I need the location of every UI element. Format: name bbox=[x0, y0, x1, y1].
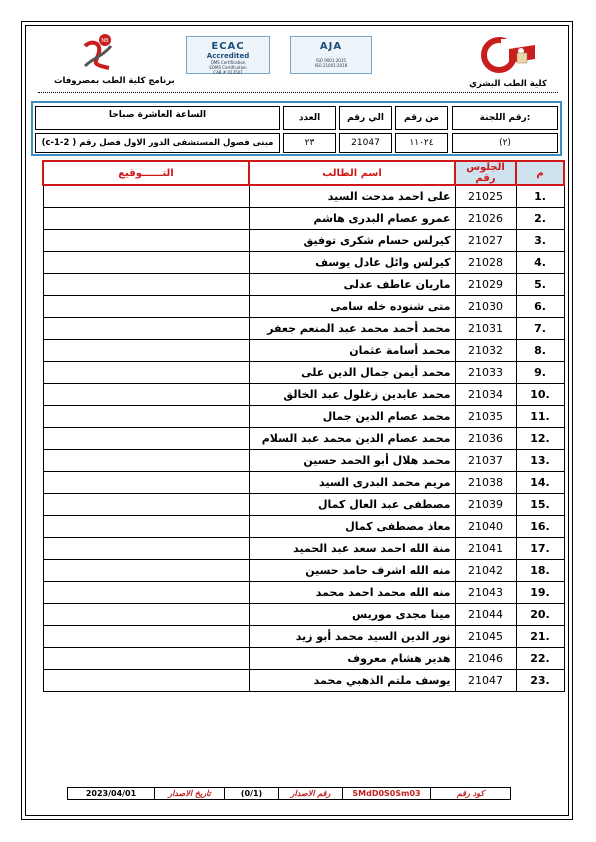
row-number: 1. bbox=[516, 185, 564, 208]
certifications bbox=[186, 36, 372, 74]
student-id: 21044 bbox=[455, 604, 516, 626]
table-row bbox=[43, 185, 564, 208]
table-row bbox=[43, 626, 564, 648]
table-row bbox=[43, 362, 564, 384]
student-id: 21036 bbox=[455, 428, 516, 450]
to-value: 21047 bbox=[339, 133, 392, 153]
table-row bbox=[43, 582, 564, 604]
committee-info bbox=[31, 101, 562, 156]
to-label: الي رقم bbox=[339, 106, 392, 130]
table-row bbox=[43, 670, 564, 692]
table-row bbox=[43, 494, 564, 516]
student-id: 21037 bbox=[455, 450, 516, 472]
signature-cell[interactable] bbox=[43, 494, 249, 516]
signature-cell[interactable] bbox=[43, 208, 249, 230]
student-id: 21032 bbox=[455, 340, 516, 362]
count-value: ٢٣ bbox=[283, 133, 336, 153]
date-value: 2023/04/01 bbox=[85, 789, 137, 798]
student-name: معاذ مصطفى كمال bbox=[249, 516, 455, 538]
signature-cell[interactable] bbox=[43, 626, 249, 648]
table-row bbox=[43, 384, 564, 406]
signature-cell[interactable] bbox=[43, 362, 249, 384]
student-id: 21029 bbox=[455, 274, 516, 296]
version-value: (0/1) bbox=[224, 788, 278, 799]
student-id: 21027 bbox=[455, 230, 516, 252]
student-id: 21039 bbox=[455, 494, 516, 516]
table-row bbox=[43, 648, 564, 670]
row-number: 14. bbox=[516, 472, 564, 494]
row-number: 3. bbox=[516, 230, 564, 252]
student-id: 21045 bbox=[455, 626, 516, 648]
ecac-cert-logo: ECAC Accredited QMS Certification EOMS Certification CAB # 013507 bbox=[186, 36, 270, 74]
student-id: 21030 bbox=[455, 296, 516, 318]
table-header-row bbox=[43, 161, 564, 185]
student-name: كيرلس وائل عادل يوسف bbox=[249, 252, 455, 274]
student-id: 21047 bbox=[455, 670, 516, 692]
signature-cell[interactable] bbox=[43, 384, 249, 406]
student-id: 21031 bbox=[455, 318, 516, 340]
table-row bbox=[43, 450, 564, 472]
code-label: كود رقم bbox=[430, 788, 510, 799]
signature-cell[interactable] bbox=[43, 185, 249, 208]
row-number: 5. bbox=[516, 274, 564, 296]
row-number: 6. bbox=[516, 296, 564, 318]
student-name: محمد عصام الدين محمد عبد السلام bbox=[249, 428, 455, 450]
table-row bbox=[43, 340, 564, 362]
code-value: SMdD0S0Sm03 bbox=[342, 788, 430, 799]
program-name: برنامج كلية الطب بمصروفات bbox=[54, 76, 175, 86]
signature-cell[interactable] bbox=[43, 340, 249, 362]
row-number: 11. bbox=[516, 406, 564, 428]
student-name: مريم محمد البدرى السيد bbox=[249, 472, 455, 494]
row-number: 19. bbox=[516, 582, 564, 604]
student-name: منة الله احمد سعد عبد الحميد bbox=[249, 538, 455, 560]
header-divider bbox=[38, 92, 558, 93]
signature-cell[interactable] bbox=[43, 582, 249, 604]
row-number: 8. bbox=[516, 340, 564, 362]
signature-header: التــــــوقيع bbox=[43, 161, 249, 185]
student-name: ماريان عاطف عدلى bbox=[249, 274, 455, 296]
table-row bbox=[43, 604, 564, 626]
committee-label: رقم اللجنة: bbox=[452, 106, 558, 130]
student-name: محمد أسامة عثمان bbox=[249, 340, 455, 362]
signature-cell[interactable] bbox=[43, 296, 249, 318]
student-name: كيرلس حسام شكرى توفيق bbox=[249, 230, 455, 252]
signature-cell[interactable] bbox=[43, 318, 249, 340]
row-number: 13. bbox=[516, 450, 564, 472]
student-name: نور الدين السيد محمد أبو زيد bbox=[249, 626, 455, 648]
table-row bbox=[43, 516, 564, 538]
student-id: 21025 bbox=[455, 185, 516, 208]
row-number: 9. bbox=[516, 362, 564, 384]
table-row bbox=[43, 296, 564, 318]
signature-cell[interactable] bbox=[43, 604, 249, 626]
table-row bbox=[43, 472, 564, 494]
student-id: 21038 bbox=[455, 472, 516, 494]
row-number: 21. bbox=[516, 626, 564, 648]
location-text: مبنى فصول المستشفى الدور الاول فصل رقم ( c-1-2) bbox=[35, 133, 280, 153]
table-row bbox=[43, 428, 564, 450]
student-id: 21034 bbox=[455, 384, 516, 406]
program-logo-block bbox=[54, 32, 175, 86]
student-name: مصطفى عبد العال كمال bbox=[249, 494, 455, 516]
num-header: م bbox=[516, 161, 564, 185]
student-id: 21026 bbox=[455, 208, 516, 230]
student-name: على احمد مدحت السيد bbox=[249, 185, 455, 208]
document-footer bbox=[67, 787, 511, 800]
row-number: 12. bbox=[516, 428, 564, 450]
student-name: متى شنوده خله سامى bbox=[249, 296, 455, 318]
student-name: هدير هشام معروف bbox=[249, 648, 455, 670]
row-number: 16. bbox=[516, 516, 564, 538]
student-name: منه الله محمد احمد محمد bbox=[249, 582, 455, 604]
signature-cell[interactable] bbox=[43, 450, 249, 472]
table-row bbox=[43, 318, 564, 340]
student-name: محمد عصام الدين جمال bbox=[249, 406, 455, 428]
student-id: 21042 bbox=[455, 560, 516, 582]
table-row bbox=[43, 538, 564, 560]
student-name: محمد أيمن جمال الدين على bbox=[249, 362, 455, 384]
student-id: 21043 bbox=[455, 582, 516, 604]
student-name: محمد أحمد محمد عبد المنعم جعفر bbox=[249, 318, 455, 340]
row-number: 10. bbox=[516, 384, 564, 406]
signature-cell[interactable] bbox=[43, 274, 249, 296]
svg-text:NB: NB bbox=[101, 38, 109, 44]
row-number: 18. bbox=[516, 560, 564, 582]
student-id: 21041 bbox=[455, 538, 516, 560]
signature-cell[interactable] bbox=[43, 406, 249, 428]
faculty-logo-block bbox=[468, 35, 548, 89]
student-name: منه الله اشرف حامد حسين bbox=[249, 560, 455, 582]
row-number: 17. bbox=[516, 538, 564, 560]
student-name: محمد عابدين زغلول عبد الخالق bbox=[249, 384, 455, 406]
table-row bbox=[43, 274, 564, 296]
count-label: العدد bbox=[283, 106, 336, 130]
id-header: الجلوس رقم bbox=[455, 161, 516, 185]
students-table bbox=[42, 160, 565, 692]
signature-cell[interactable] bbox=[43, 428, 249, 450]
faculty-name: كلية الطب البشري bbox=[469, 79, 547, 89]
row-number: 4. bbox=[516, 252, 564, 274]
row-number: 23. bbox=[516, 670, 564, 692]
name-header: اسم الطالب bbox=[249, 161, 455, 185]
row-number: 20. bbox=[516, 604, 564, 626]
student-id: 21046 bbox=[455, 648, 516, 670]
row-number: 15. bbox=[516, 494, 564, 516]
from-label: من رقم bbox=[395, 106, 448, 130]
table-row bbox=[43, 252, 564, 274]
row-number: 2. bbox=[516, 208, 564, 230]
version-label: رقم الاصدار bbox=[278, 788, 342, 799]
faculty-logo bbox=[479, 35, 537, 75]
student-id: 21040 bbox=[455, 516, 516, 538]
iso-cert-logo: AJA ISO 9001:2015 ISO 21001:2018 bbox=[290, 36, 372, 74]
student-name: مينا مجدى موريس bbox=[249, 604, 455, 626]
signature-cell[interactable] bbox=[43, 230, 249, 252]
row-number: 22. bbox=[516, 648, 564, 670]
signature-cell[interactable] bbox=[43, 538, 249, 560]
signature-cell[interactable] bbox=[43, 560, 249, 582]
student-id: 21033 bbox=[455, 362, 516, 384]
row-number: 7. bbox=[516, 318, 564, 340]
signature-cell[interactable] bbox=[43, 252, 249, 274]
signature-cell[interactable] bbox=[43, 648, 249, 670]
table-row bbox=[43, 406, 564, 428]
student-id: 21035 bbox=[455, 406, 516, 428]
time-text: الساعة العاشرة صباحا bbox=[35, 106, 280, 130]
table-row bbox=[43, 230, 564, 252]
table-row bbox=[43, 208, 564, 230]
student-id: 21028 bbox=[455, 252, 516, 274]
student-name: عمرو عصام البدرى هاشم bbox=[249, 208, 455, 230]
program-logo bbox=[79, 32, 119, 72]
from-value: ١١٠٢٤ bbox=[395, 133, 448, 153]
committee-value: (٢) bbox=[452, 133, 558, 153]
student-name: محمد هلال أبو الحمد حسين bbox=[249, 450, 455, 472]
signature-cell[interactable] bbox=[43, 516, 249, 538]
signature-cell[interactable] bbox=[43, 472, 249, 494]
date-label: تاريخ الاصدار bbox=[154, 788, 224, 799]
signature-cell[interactable] bbox=[43, 670, 249, 692]
student-name: يوسف ملتم الذهبي محمد bbox=[249, 670, 455, 692]
table-row bbox=[43, 560, 564, 582]
